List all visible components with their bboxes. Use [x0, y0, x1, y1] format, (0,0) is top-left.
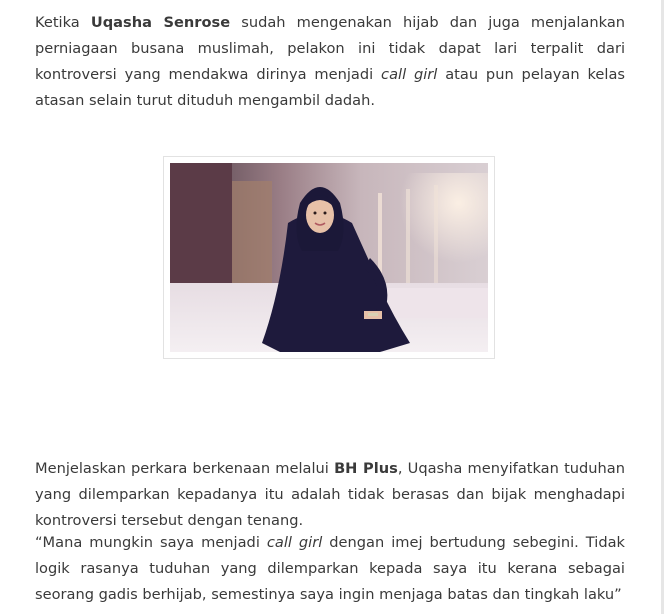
text-run: sudah mengenakan hijab dan juga menjalankan perniagaan busana muslimah, pelakon ini tidak dapat lari terpalit dari kontroversi yang mendakwa dirinya menjadi [35, 14, 626, 83]
text-run: dengan imej bertudung sebegini. Tidak logik rasanya tuduhan yang dilemparkan kepada saya itu kerana sebagai seorang gadis berhijab, semestinya saya ingin menjaga batas dan tingkah laku” [35, 534, 625, 603]
explanation-paragraph [35, 456, 625, 534]
source-name: BH Plus [334, 460, 398, 477]
italic-term: call girl [266, 534, 323, 551]
photo-illustration [170, 163, 488, 352]
quote-paragraph [35, 530, 625, 608]
text-run: “Mana mungkin saya menjadi [35, 534, 267, 551]
article-photo[interactable] [170, 163, 488, 352]
text-run: , Uqasha menyifatkan tuduhan yang dilemparkan kepadanya itu adalah tidak berasas dan bijak menghadapi kontroversi tersebut dengan tenang. [35, 460, 626, 529]
person-name: Uqasha Senrose [90, 14, 231, 31]
text-run: Ketika [35, 14, 91, 31]
italic-term: call girl [381, 66, 438, 83]
text-run: Menjelaskan perkara berkenaan melalui [35, 460, 335, 477]
article-photo-frame [163, 156, 495, 359]
text-run: atau pun pelayan kelas atasan selain turut dituduh mengambil dadah. [35, 66, 625, 109]
intro-paragraph [35, 10, 625, 114]
